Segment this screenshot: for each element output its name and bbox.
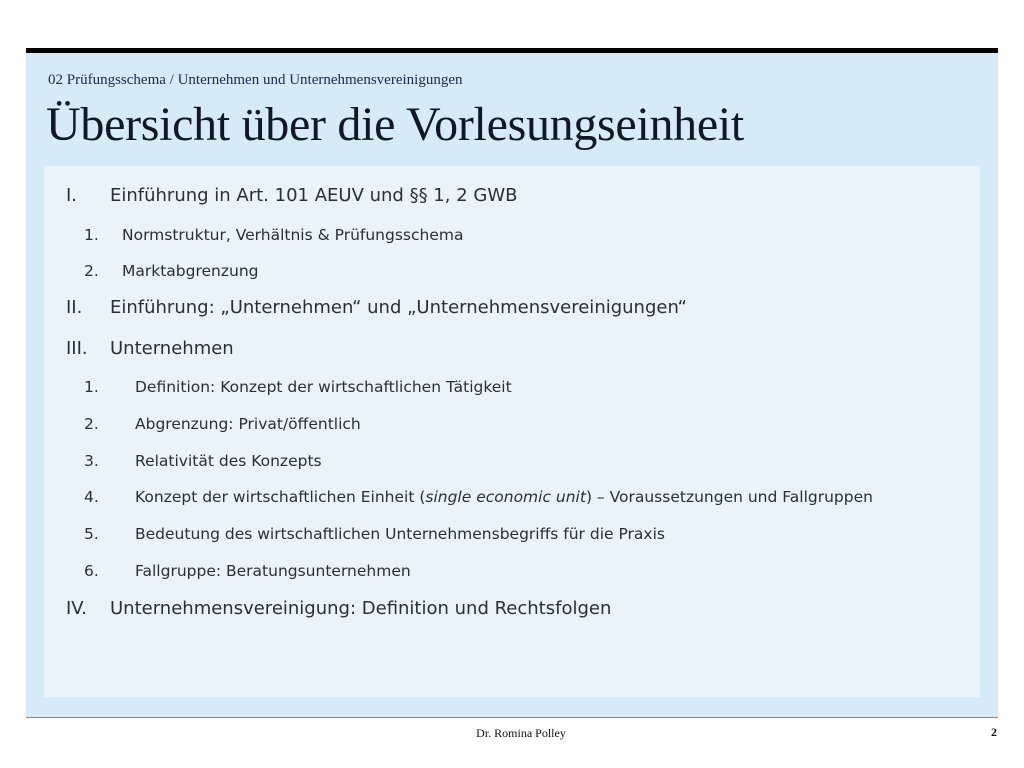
item-number: 2. bbox=[84, 415, 99, 433]
item-number: III. bbox=[66, 338, 88, 359]
item-text: Unternehmensvereinigung: Definition und Rechtsfolgen bbox=[110, 598, 612, 619]
item-number: 4. bbox=[84, 488, 99, 506]
item-number: I. bbox=[66, 185, 78, 206]
outline-box bbox=[44, 166, 980, 697]
item-text: Einführung: „Unternehmen“ und „Unternehmensvereinigungen“ bbox=[110, 297, 687, 318]
item-number: 6. bbox=[84, 562, 99, 580]
item-number: 1. bbox=[84, 226, 99, 244]
item-text: Abgrenzung: Privat/öffentlich bbox=[135, 415, 361, 433]
item-text: Marktabgrenzung bbox=[122, 262, 259, 280]
item-number: 3. bbox=[84, 452, 99, 470]
item-text: Einführung in Art. 101 AEUV und §§ 1, 2 GWB bbox=[110, 185, 518, 206]
item-number: 1. bbox=[84, 378, 99, 396]
page-number: 2 bbox=[991, 725, 997, 739]
item-number: 5. bbox=[84, 525, 99, 543]
item-text-start: Konzept der wirtschaftlichen Einheit ( bbox=[135, 488, 426, 506]
slide-subtitle: 02 Prüfungsschema / Unternehmen und Unternehmensvereinigungen bbox=[48, 72, 463, 88]
item-number: II. bbox=[66, 297, 83, 318]
item-text: Normstruktur, Verhältnis & Prüfungsschema bbox=[122, 226, 464, 244]
item-number: 2. bbox=[84, 262, 99, 280]
item-text-italic: single economic unit bbox=[425, 488, 586, 506]
item-text: Fallgruppe: Beratungsunternehmen bbox=[135, 562, 411, 580]
item-text bbox=[135, 488, 873, 506]
item-text: Unternehmen bbox=[110, 338, 234, 359]
bottom-rule bbox=[26, 717, 998, 718]
item-text: Relativität des Konzepts bbox=[135, 452, 322, 470]
footer-author: Dr. Romina Polley bbox=[476, 726, 566, 740]
item-number: IV. bbox=[66, 598, 88, 619]
item-text: Bedeutung des wirtschaftlichen Unternehmensbegriffs für die Praxis bbox=[135, 525, 665, 543]
item-text-end: ) – Voraussetzungen und Fallgruppen bbox=[585, 488, 873, 506]
slide-title: Übersicht über die Vorlesungseinheit bbox=[46, 98, 744, 151]
item-text: Definition: Konzept der wirtschaftlichen Tätigkeit bbox=[135, 378, 512, 396]
